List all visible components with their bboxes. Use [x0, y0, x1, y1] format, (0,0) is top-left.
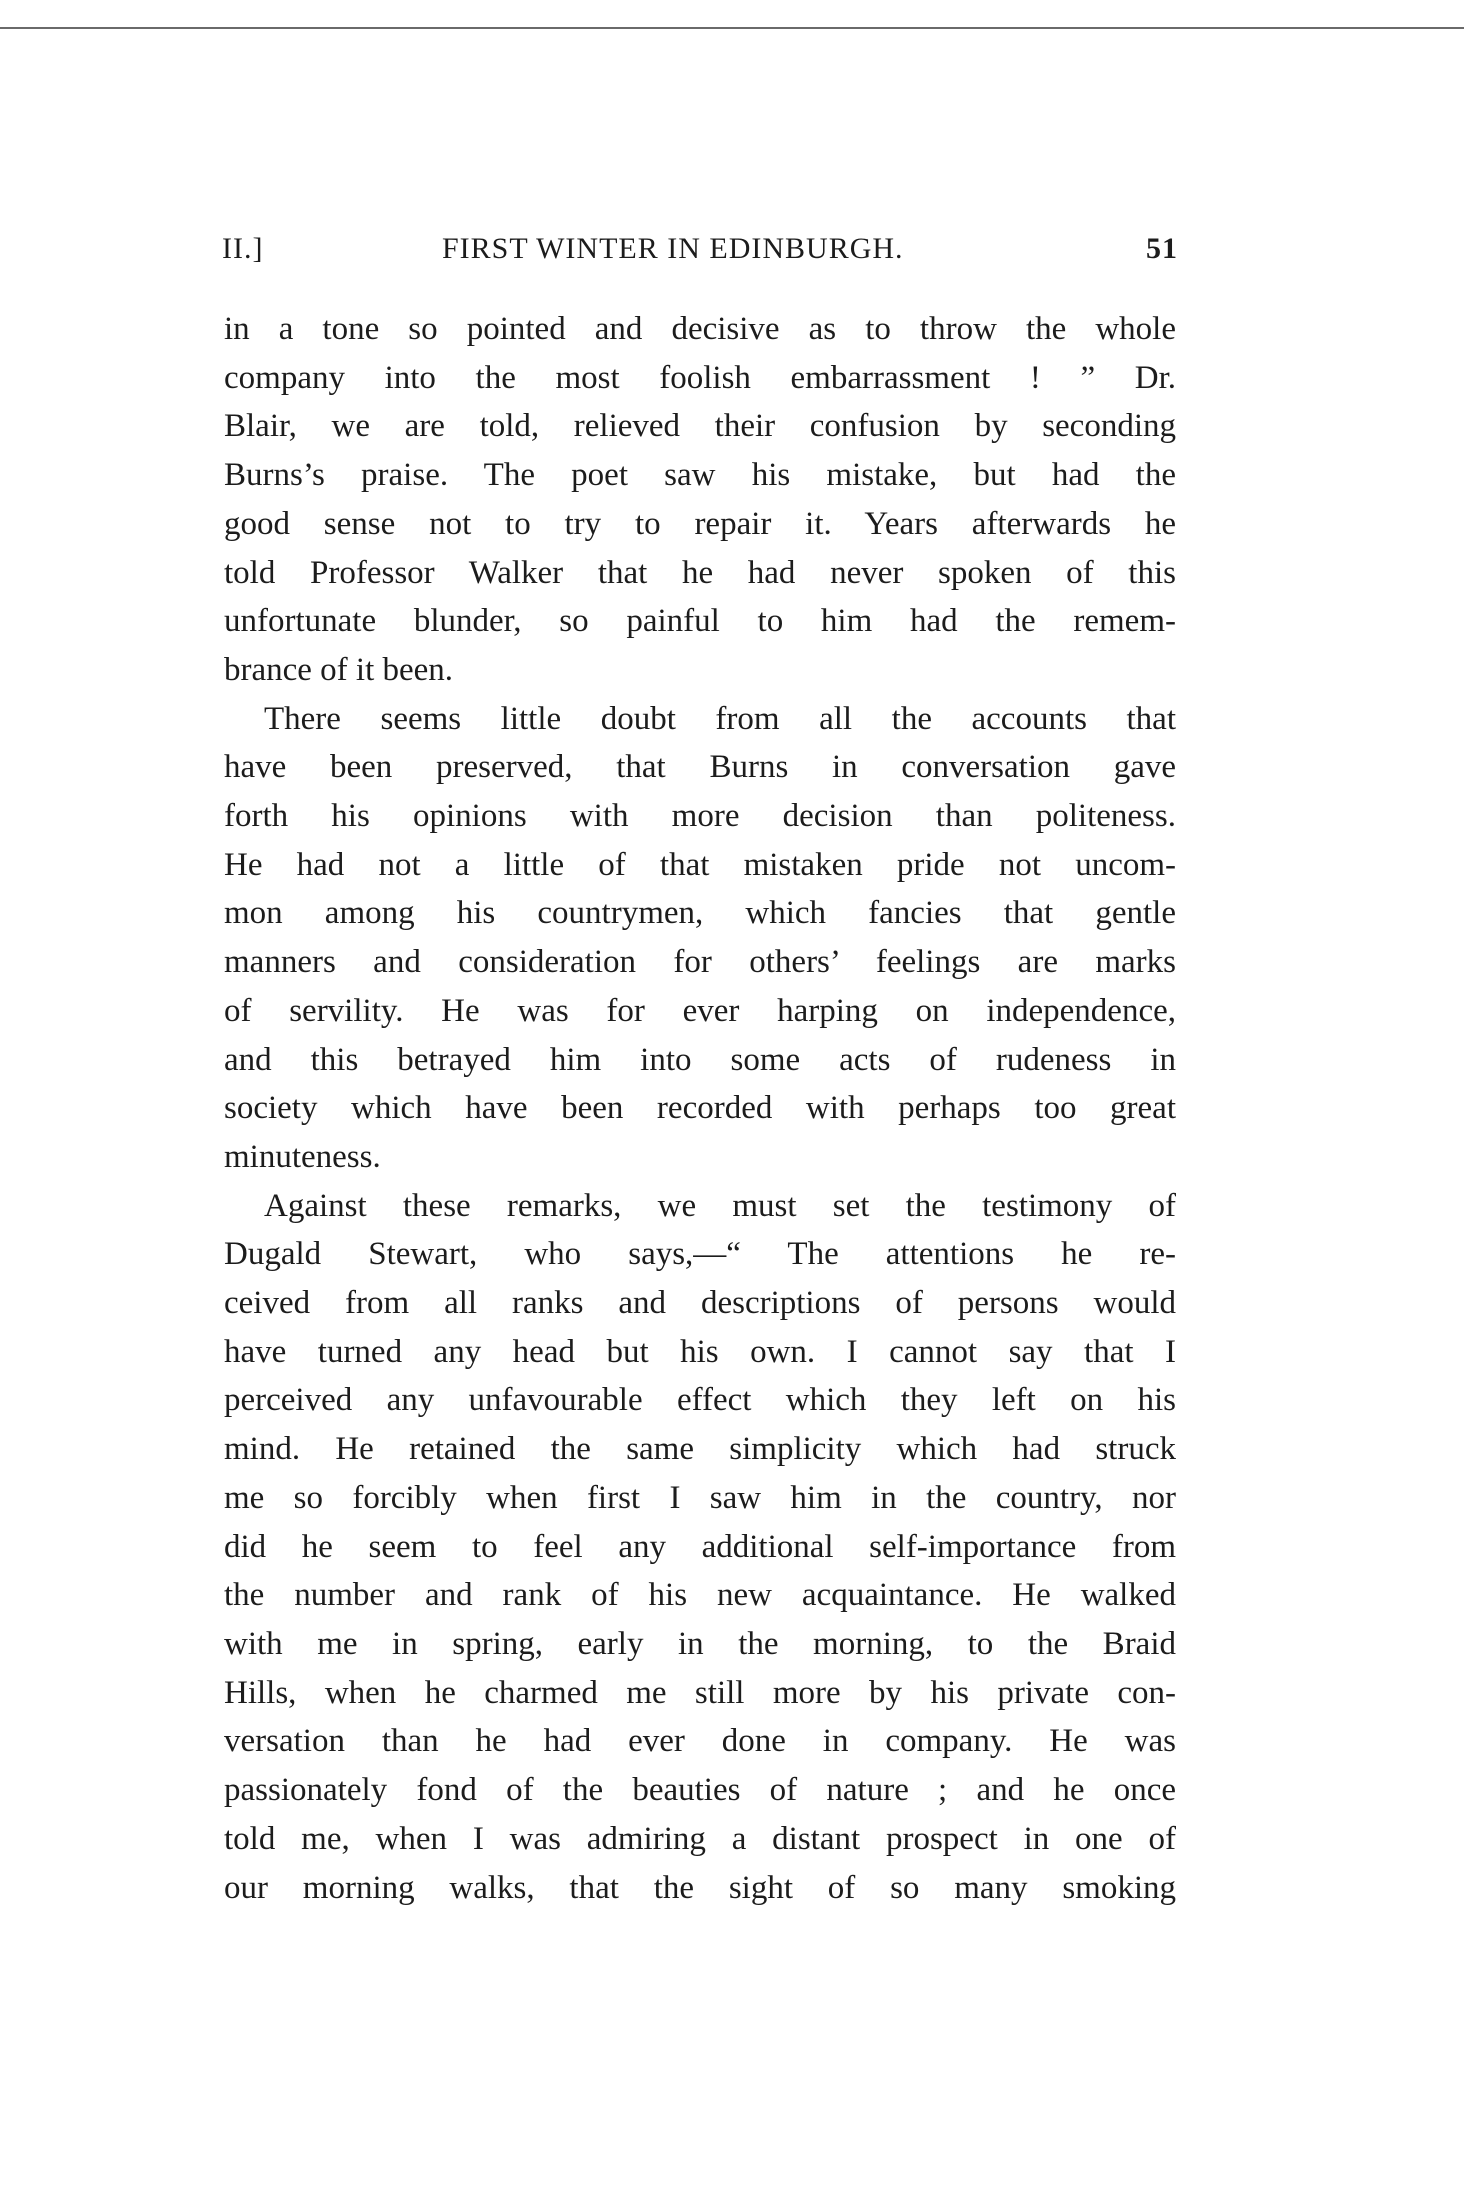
text-line: good sense not to try to repair it. Years afterwards he — [224, 505, 1176, 542]
text-line: have turned any head but his own. I cannot say that I — [224, 1333, 1176, 1370]
body-text — [224, 305, 1176, 1912]
text-line: Dugald Stewart, who says,—“ The attentions he re- — [224, 1236, 1176, 1273]
page-number: 51 — [1146, 232, 1178, 265]
text-line: Blair, we are told, relieved their confusion by seconding — [224, 408, 1176, 445]
text-line: passionately fond of the beauties of nature ; and he once — [224, 1772, 1176, 1809]
text-line: have been preserved, that Burns in conversation gave — [224, 749, 1176, 786]
text-line: Burns’s praise. The poet saw his mistake, but had the — [224, 457, 1176, 494]
text-line: told Professor Walker that he had never spoken of this — [224, 554, 1176, 591]
running-header — [222, 232, 1182, 272]
text-line: perceived any unfavourable effect which they left on his — [224, 1382, 1176, 1419]
text-line: Hills, when he charmed me still more by his private con- — [224, 1674, 1176, 1711]
text-line: There seems little doubt from all the accounts that — [264, 700, 1176, 737]
text-line: unfortunate blunder, so painful to him had the remem- — [224, 603, 1176, 640]
text-line: did he seem to feel any additional self-importance from — [224, 1528, 1176, 1565]
text-line: and this betrayed him into some acts of rudeness in — [224, 1041, 1176, 1078]
text-line: mon among his countrymen, which fancies that gentle — [224, 895, 1176, 932]
text-line: with me in spring, early in the morning, to the Braid — [224, 1625, 1176, 1662]
text-line: brance of it been. — [224, 651, 454, 688]
text-line: ceived from all ranks and descriptions of persons would — [224, 1285, 1176, 1322]
text-line: the number and rank of his new acquaintance. He walked — [224, 1577, 1176, 1614]
text-line: in a tone so pointed and decisive as to throw the whole — [224, 311, 1176, 347]
text-line: minuteness. — [224, 1138, 381, 1175]
paragraph-2 — [224, 695, 1176, 1182]
text-line: Against these remarks, we must set the testimony of — [264, 1187, 1176, 1224]
text-line: our morning walks, that the sight of so many smoking — [224, 1869, 1176, 1906]
text-line: me so forcibly when first I saw him in the country, nor — [224, 1479, 1176, 1516]
page-top-rule — [0, 27, 1464, 29]
text-line: mind. He retained the same simplicity which had struck — [224, 1431, 1176, 1468]
text-line: versation than he had ever done in company. He was — [224, 1723, 1176, 1760]
text-line: of servility. He was for ever harping on independence, — [224, 992, 1176, 1029]
running-title: FIRST WINTER IN EDINBURGH. — [442, 232, 904, 265]
text-line: He had not a little of that mistaken pride not uncom- — [224, 846, 1176, 883]
paragraph-3 — [224, 1182, 1176, 1913]
paragraph-1 — [224, 305, 1176, 695]
text-line: told me, when I was admiring a distant prospect in one of — [224, 1820, 1176, 1857]
text-line: forth his opinions with more decision than politeness. — [224, 798, 1176, 835]
text-line: society which have been recorded with perhaps too great — [224, 1090, 1176, 1127]
text-line: manners and consideration for others’ feelings are marks — [224, 944, 1176, 981]
text-line: company into the most foolish embarrassment ! ” Dr. — [224, 359, 1176, 396]
chapter-number: II.] — [222, 232, 264, 265]
